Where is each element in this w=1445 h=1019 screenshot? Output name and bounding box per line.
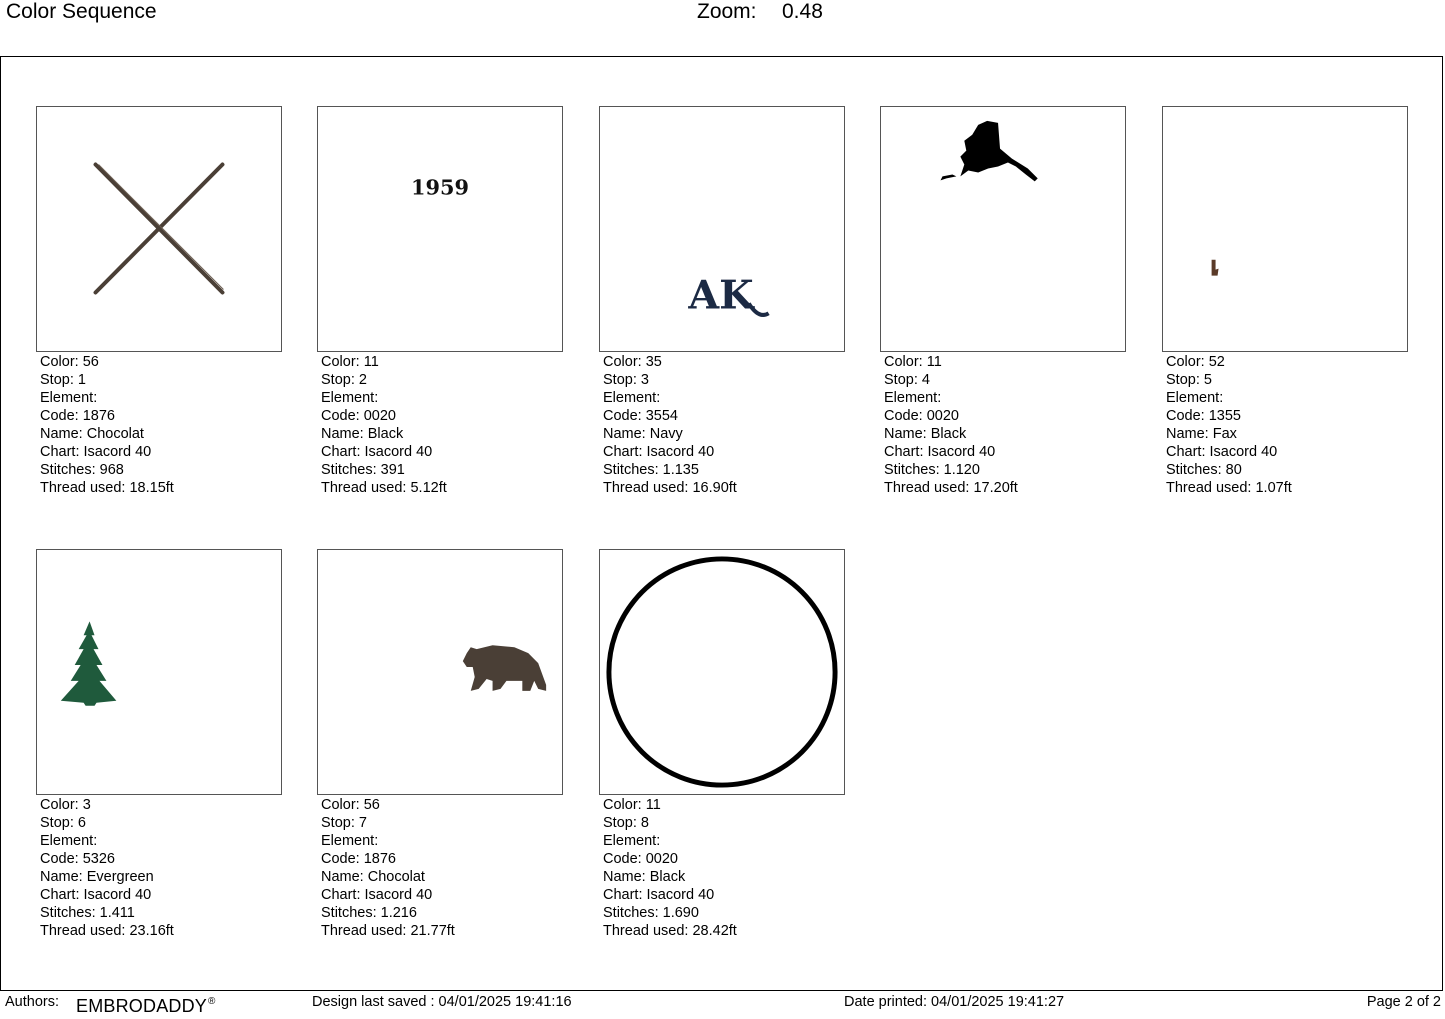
stitches-line: Stitches: 1.120 bbox=[884, 462, 980, 478]
chart-line: Chart: Isacord 40 bbox=[1166, 444, 1278, 460]
year-text: 1959 bbox=[411, 174, 469, 200]
stitches-line: Stitches: 1.690 bbox=[603, 905, 699, 921]
design-saved: Design last saved : 04/01/2025 19:41:16 bbox=[312, 994, 572, 1010]
chart-line: Chart: Isacord 40 bbox=[321, 887, 433, 903]
code-line: Code: 0020 bbox=[603, 851, 678, 867]
page-title: Color Sequence bbox=[6, 0, 157, 23]
stitches-line: Stitches: 80 bbox=[1166, 462, 1242, 478]
element-line: Element: bbox=[603, 833, 661, 849]
color-line: Color: 11 bbox=[321, 354, 379, 370]
name-line: Name: Black bbox=[884, 426, 967, 442]
stitches-line: Stitches: 1.216 bbox=[321, 905, 417, 921]
color-line: Color: 11 bbox=[884, 354, 942, 370]
chart-line: Chart: Isacord 40 bbox=[40, 887, 152, 903]
stop-3-preview bbox=[599, 106, 845, 352]
pine-tree-icon bbox=[37, 550, 281, 794]
element-line: Element: bbox=[1166, 390, 1224, 406]
code-line: Code: 3554 bbox=[603, 408, 678, 424]
stop-2-preview bbox=[317, 106, 563, 352]
stop-line: Stop: 5 bbox=[1166, 372, 1212, 388]
bear-icon bbox=[318, 550, 562, 794]
registered-mark: ® bbox=[208, 996, 216, 1007]
stop-1-preview bbox=[36, 106, 282, 352]
circle-border-icon bbox=[600, 550, 844, 794]
stop-6-preview bbox=[36, 549, 282, 795]
stop-line: Stop: 4 bbox=[884, 372, 930, 388]
date-printed: Date printed: 04/01/2025 19:41:27 bbox=[844, 994, 1065, 1010]
authors-label: Authors: bbox=[5, 994, 59, 1010]
thread-line: Thread used: 5.12ft bbox=[321, 480, 447, 496]
color-line: Color: 35 bbox=[603, 354, 662, 370]
code-line: Code: 1355 bbox=[1166, 408, 1241, 424]
stitches-line: Stitches: 1.135 bbox=[603, 462, 699, 478]
stop-line: Stop: 2 bbox=[321, 372, 367, 388]
color-line: Color: 11 bbox=[603, 797, 661, 813]
stop-7-preview bbox=[317, 549, 563, 795]
element-line: Element: bbox=[40, 833, 98, 849]
element-line: Element: bbox=[321, 833, 379, 849]
stop-2-info bbox=[321, 353, 447, 497]
element-line: Element: bbox=[40, 390, 98, 406]
stop-8-info bbox=[603, 796, 737, 940]
element-line: Element: bbox=[603, 390, 661, 406]
name-line: Name: Fax bbox=[1166, 426, 1237, 442]
name-line: Name: Navy bbox=[603, 426, 683, 442]
stop-line: Stop: 7 bbox=[321, 815, 367, 831]
authors-value: EMBRODADDY bbox=[76, 996, 208, 1016]
stop-7-info bbox=[321, 796, 455, 940]
year-text-icon bbox=[318, 107, 562, 351]
chart-line: Chart: Isacord 40 bbox=[321, 444, 433, 460]
color-line: Color: 52 bbox=[1166, 354, 1225, 370]
stop-6-info bbox=[40, 796, 174, 940]
thread-line: Thread used: 1.07ft bbox=[1166, 480, 1292, 496]
name-line: Name: Chocolat bbox=[40, 426, 144, 442]
name-line: Name: Black bbox=[603, 869, 686, 885]
stitches-line: Stitches: 1.411 bbox=[40, 905, 135, 921]
zoom-label: Zoom: bbox=[697, 0, 757, 23]
stop-8-preview bbox=[599, 549, 845, 795]
stop-5-preview bbox=[1162, 106, 1408, 352]
stop-5-info bbox=[1166, 353, 1292, 497]
thread-line: Thread used: 23.16ft bbox=[40, 923, 174, 939]
code-line: Code: 1876 bbox=[321, 851, 396, 867]
stop-4-info bbox=[884, 353, 1018, 497]
chart-line: Chart: Isacord 40 bbox=[884, 444, 996, 460]
stop-line: Stop: 3 bbox=[603, 372, 649, 388]
element-line: Element: bbox=[321, 390, 379, 406]
code-line: Code: 5326 bbox=[40, 851, 115, 867]
chart-line: Chart: Isacord 40 bbox=[603, 444, 715, 460]
alaska-map-icon bbox=[881, 107, 1125, 351]
thread-line: Thread used: 16.90ft bbox=[603, 480, 737, 496]
zoom-value: 0.48 bbox=[782, 0, 823, 23]
ak-text: AK bbox=[688, 272, 754, 319]
stop-line: Stop: 6 bbox=[40, 815, 86, 831]
thread-line: Thread used: 18.15ft bbox=[40, 480, 174, 496]
color-line: Color: 3 bbox=[40, 797, 91, 813]
ak-letters-icon bbox=[600, 107, 844, 351]
chart-line: Chart: Isacord 40 bbox=[603, 887, 715, 903]
code-line: Code: 0020 bbox=[321, 408, 396, 424]
stop-4-preview bbox=[880, 106, 1126, 352]
thread-line: Thread used: 28.42ft bbox=[603, 923, 737, 939]
code-line: Code: 1876 bbox=[40, 408, 115, 424]
stop-1-info bbox=[40, 353, 174, 497]
thread-line: Thread used: 17.20ft bbox=[884, 480, 1018, 496]
stitches-line: Stitches: 968 bbox=[40, 462, 124, 478]
stop-line: Stop: 8 bbox=[603, 815, 649, 831]
stitches-line: Stitches: 391 bbox=[321, 462, 405, 478]
color-line: Color: 56 bbox=[40, 354, 99, 370]
stop-3-info bbox=[603, 353, 737, 497]
element-line: Element: bbox=[884, 390, 942, 406]
tree-trunk-icon bbox=[1163, 107, 1407, 351]
chart-line: Chart: Isacord 40 bbox=[40, 444, 152, 460]
stop-line: Stop: 1 bbox=[40, 372, 86, 388]
name-line: Name: Black bbox=[321, 426, 404, 442]
name-line: Name: Chocolat bbox=[321, 869, 425, 885]
name-line: Name: Evergreen bbox=[40, 869, 154, 885]
thread-line: Thread used: 21.77ft bbox=[321, 923, 455, 939]
code-line: Code: 0020 bbox=[884, 408, 959, 424]
crossed-skis-icon bbox=[37, 107, 281, 351]
page-number: Page 2 of 2 bbox=[1366, 994, 1441, 1010]
color-line: Color: 56 bbox=[321, 797, 380, 813]
